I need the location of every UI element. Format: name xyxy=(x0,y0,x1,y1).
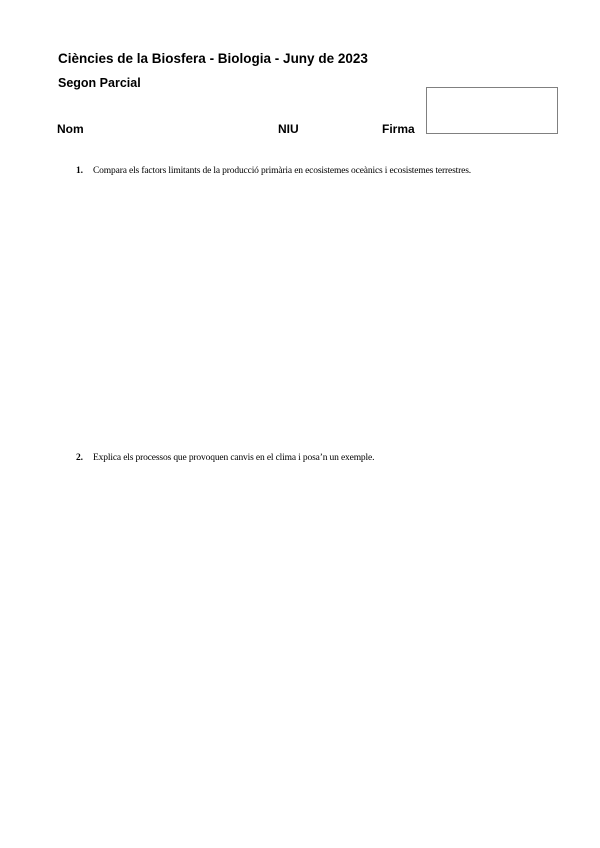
question-number: 1. xyxy=(76,166,83,176)
signature-box[interactable] xyxy=(426,87,558,134)
question-text: Explica els processos que provoquen canvis en el clima i posa’n un exemple. xyxy=(93,453,375,463)
exam-title: Ciències de la Biosfera - Biologia - Juny de 2023 xyxy=(58,51,368,66)
question-text: Compara els factors limitants de la producció primària en ecosistemes oceànics i ecosistemes terrestres. xyxy=(93,166,471,176)
name-label: Nom xyxy=(57,122,84,136)
niu-label: NIU xyxy=(278,122,299,136)
question-number: 2. xyxy=(76,453,83,463)
signature-label: Firma xyxy=(382,122,415,136)
exam-subtitle: Segon Parcial xyxy=(58,76,141,90)
